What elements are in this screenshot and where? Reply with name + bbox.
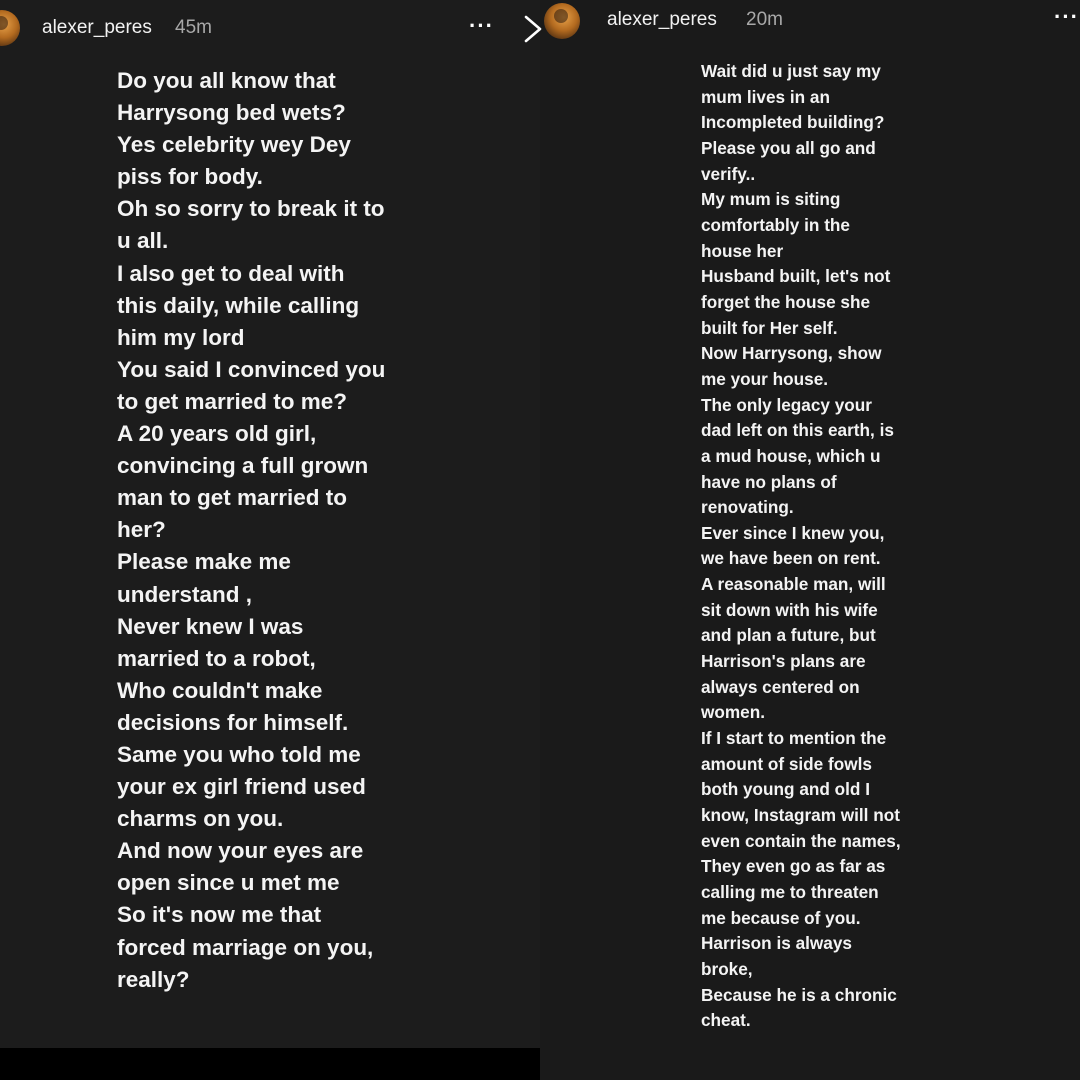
username[interactable]: alexer_peres [607,9,717,30]
story-text: Wait did u just say my mum lives in an Incompleted building? Please you all go and verify.. My mum is siting comfortably in the house her Husband built, let's not forget the house she built for Her self. Now Harrysong, show me your house. The only legacy your dad left on this earth, is a mud house, which u have no plans of renovating. Ever since I knew you, we have been on rent. A reasonable man, will sit down with his wife and plan a future, but Harrison's plans are always centered on women. If I start to mention the amount of side fowls both young and old I know, Instagram will not even contain the names, They even go as far as calling me to threaten me because of you. Harrison is always broke, Because he is a chronic cheat. [701,61,901,1031]
profile-avatar[interactable] [544,3,580,39]
story-text: Do you all know that Harrysong bed wets? Yes celebrity wey Dey piss for body. Oh so sorry to break it to u all. I also get to deal with this daily, while calling him my lord You said I convinced you to get married to me? A 20 years old girl, convincing a full grown man to get married to her? Please make me understand , Never knew I was married to a robot, Who couldn't make decisions for himself. Same you who told me your ex girl friend used charms on you. And now your eyes are open since u met me So it's now me that forced marriage on you, really? [117,68,386,992]
story-header [0,0,540,60]
post-time: 20m [746,9,783,30]
bottom-bar [0,1048,540,1080]
story-header [540,0,1080,60]
more-options-icon[interactable]: ··· [1054,4,1079,29]
chevron-right-icon[interactable] [522,14,546,44]
post-time: 45m [175,17,212,38]
username[interactable]: alexer_peres [42,17,152,38]
story-panel-right [540,0,1080,1080]
more-options-icon[interactable]: ··· [469,13,494,38]
profile-avatar[interactable] [0,10,20,46]
